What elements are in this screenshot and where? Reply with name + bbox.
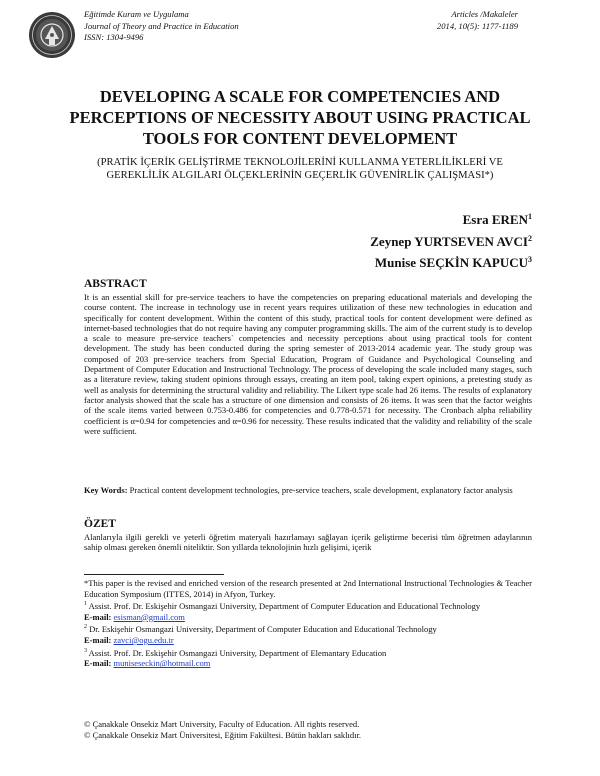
footnote-email-2: E-mail: zavci@ogu.edu.tr: [84, 634, 174, 645]
footnote-email-3: E-mail: muniseseckin@hotmail.com: [84, 658, 211, 669]
email-link-2[interactable]: zavci@ogu.edu.tr: [113, 634, 174, 645]
footnote-star: *This paper is the revised and enriched version of the research presented at 2nd International Instructional Technologies & Teacher Education Symposium (ITTES, 2014) in Afyon, Turkey.: [84, 578, 532, 599]
article-citation: 2014, 10(5): 1177-1189: [436, 20, 518, 31]
author-3: Munise SEÇKİN KAPUCU$^3$: [374, 255, 532, 270]
copyright-en: © Çanakkale Onsekiz Mart University, Faculty of Education. All rights reserved.: [84, 719, 360, 729]
journal-issn: ISSN: 1304-9496: [84, 32, 144, 42]
ozet-heading: ÖZET: [84, 518, 116, 530]
university-seal-icon: [28, 11, 76, 59]
email-link-3[interactable]: muniseseckin@hotmail.com: [113, 658, 211, 669]
paper-title: DEVELOPING A SCALE FOR COMPETENCIES AND PERCEPTIONS OF NECESSITY ABOUT USING PRACTICAL TOOLS FOR CONTENT DEVELOPMENT: [69, 87, 531, 148]
author-1: Esra EREN$^1$: [462, 212, 532, 227]
keywords-text: Practical content development technologies, pre-service teachers, scale development, explanatory factor analysis: [129, 485, 513, 495]
journal-name-en: Journal of Theory and Practice in Education: [84, 20, 239, 31]
copyright-tr: © Çanakkale Onsekiz Mart Üniversitesi, Eğitim Fakültesi. Bütün hakları saklıdır.: [84, 730, 361, 741]
abstract-text: It is an essential skill for pre-service teachers to have the competencies on preparing educational materials and developing the course content. The increase in technology use in recent years requires utilization of these new technologies in education and specifically for content development. Within the content of this study, practical tools for content development were defined as internet-based technologies that do not require having any computer programming skills. The aim of the current study is to develop a scale to measure pre-service teachers` competencies and necessity perceptions about using practical tools for content development. The study has been conducted during the spring semester of 2013-2014 academic year. The study group was composed of 203 pre-service teachers from Special Education, Program of Guidance and Psychological Counseling and Department of Computer Education and Instructional Technology. The process of developing the scale included many stages, such as a literature review, taking student opinions through essays, creating an item pool, taking expert opinions, a pretesting study as well as analysis for determining the structural validity and reliability. The Likert type scale had 26 items. The results of explanatory factor analysis showed that the scale has a structure of one dimension and consists of 26 items. It was seen that the factor weights of the scale items varied between 0.753-0.486 for competencies and 0.778-0.571 for necessity. The Cronbach alpha reliability coefficient is α=0.94 for competencies and α=0.96 for necessity. These results indicated that the validity and reliability of the scale were sufficient.: [84, 292, 532, 436]
article-header: [437, 9, 518, 32]
keywords: [84, 485, 532, 496]
ozet-text: Alanlarıyla ilgili gerekli ve yeterli öğretim materyali hazırlamayı sağlayan içerik geliştirme becerisi tüm öğretmen adaylarının sahip olması gereken önemli niteliktir. Son yıllarda teknolojinin hızlı gelişimi, içerik: [84, 532, 532, 553]
keywords-label: Key Words:: [84, 485, 128, 495]
paper-subtitle-tr: (PRATİK İÇERİK GELİŞTİRME TEKNOLOJİLERİNİ KULLANMA YETERLİLİKLERİ VE GEREKLİLİK ALGILARI ÖLÇEKLERİNİN GEÇERLİK GÜVENİRLİK ÇALIŞMASI*): [97, 157, 503, 181]
author-2: Zeynep YURTSEVEN AVCI$^2$: [370, 233, 532, 249]
footnote-3: $^3$ Assist. Prof. Dr. Eskişehir Osmangazi University, Department of Elemantary Education: [84, 647, 387, 658]
copyright: [84, 719, 361, 741]
footnotes: [84, 578, 532, 669]
footnote-2: $^2$ Dr. Eskişehir Osmangazi University, Department of Computer Education and Educational Technology: [84, 624, 437, 635]
email-link-1[interactable]: esisman@gmail.com: [113, 611, 185, 622]
article-type: Articles /Makaleler: [451, 9, 518, 19]
footnote-divider: [84, 574, 224, 575]
footnote-1: $^1$ Assist. Prof. Dr. Eskişehir Osmangazi University, Department of Computer Education and Educational Technology: [84, 601, 481, 612]
footnote-email-1: E-mail: esisman@gmail.com: [84, 611, 185, 622]
journal-header: [84, 9, 239, 44]
abstract-heading: ABSTRACT: [84, 278, 147, 290]
journal-name-tr: Eğitimde Kuram ve Uygulama: [84, 9, 189, 19]
author-list: [370, 208, 532, 273]
